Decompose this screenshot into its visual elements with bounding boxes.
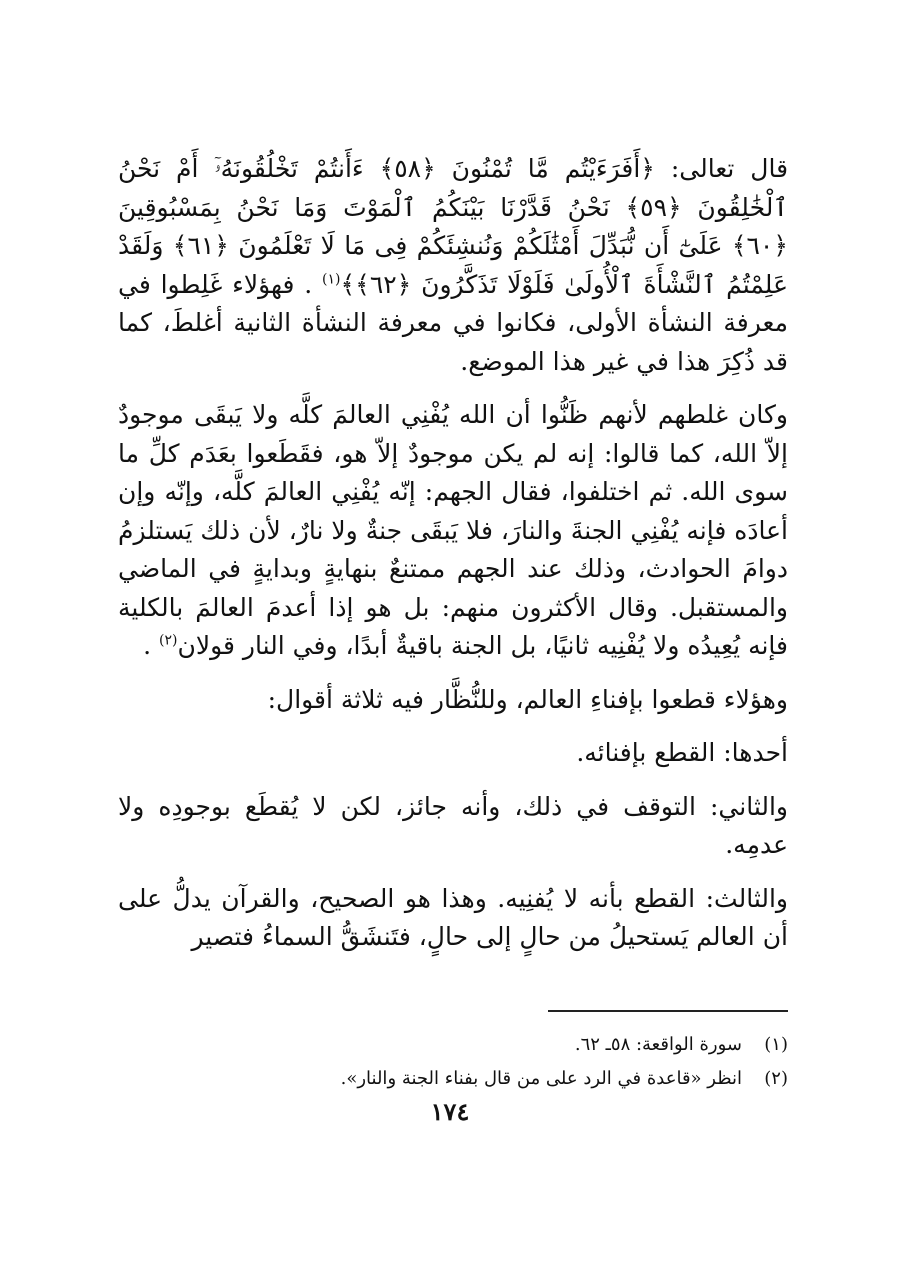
footnote-1-text: سورة الواقعة: ٥٨ـ ٦٢. [574,1034,742,1055]
paragraph-2 [118,396,788,666]
paragraph-3: وهؤلاء قطعوا بإفناءِ العالم، وللنُّظَّار فيه ثلاثة أقوال: [267,684,788,714]
footnote-2-number: (٢) [764,1068,788,1089]
footnotes [118,1028,788,1096]
footnote-1-number: (١) [764,1034,788,1055]
footnote-divider [548,1010,788,1012]
paragraph-1-lead: قال تعالى: [654,154,789,183]
paragraph-1-text: . فهؤلاء غَلِطوا في معرفة النشأة الأولى، فكانوا في معرفة النشأة الثانية أغلطَ، كما قد ذُكِرَ هذا في غير هذا الموضع. [118,269,788,376]
footnote-2-text: انظر «قاعدة في الرد على من قال بفناء الجنة والنار». [340,1068,742,1089]
footnote-ref-2[interactable]: (٢) [159,632,178,649]
page-number: ١٧٤ [430,1097,470,1126]
page-body [118,150,788,957]
footnote-ref-1[interactable]: (١) [322,271,341,288]
paragraph-5: والثاني: التوقف في ذلك، وأنه جائز، لكن لا يُقطَع بوجودِه ولا عدمِه. [118,791,788,859]
paragraph-6: والثالث: القطع بأنه لا يُفنِيه. وهذا هو الصحيح، والقرآن يدلُّ على أن العالم يَستحيلُ من حالٍ إلى حالٍ، فتَنشَقُّ السماءُ فتصير [118,883,788,951]
quran-verse: ﴿أَفَرَءَيْتُم مَّا تُمْنُونَ ﴿٥٨﴾ ءَأَنتُمْ تَخْلُقُونَهُۥٓ أَمْ نَحْنُ ٱلْخَٰلِقُونَ ﴿٥٩﴾ نَحْنُ قَدَّرْنَا بَيْنَكُمُ ٱلْمَوْتَ وَمَا نَحْنُ بِمَسْبُوقِينَ ﴿٦٠﴾ عَلَىٰٓ أَن نُّبَدِّلَ أَمْثَٰلَكُمْ وَنُنشِئَكُمْ فِى مَا لَا تَعْلَمُونَ ﴿٦١﴾ وَلَقَدْ عَلِمْتُمُ ٱلنَّشْأَةَ ٱلْأُولَىٰ فَلَوْلَا تَذَكَّرُونَ ﴿٦٢﴾﴾ [118,154,788,299]
paragraph-1 [118,150,788,381]
paragraph-4: أحدها: القطع بإفنائه. [576,738,788,767]
footnote-1 [118,1028,788,1062]
footnote-2 [118,1062,788,1096]
paragraph-2-end: . [143,631,160,660]
paragraph-2-text: وكان غلطهم لأنهم ظَنُّوا أن الله يُفْنِي العالمَ كلَّه ولا يَبقَى موجودٌ إلاّ الله، كما قالوا: إنه لم يكن موجودٌ إلاّ هو، فقَطَعوا بعَدَم كلِّ ما سوى الله. ثم اختلفوا، فقال الجهم: إنّه يُفْنِي العالمَ كلَّه، وإنّه وإن أعادَه فإنه يُفْنِي الجنةَ والنارَ، فلا يَبقَى جنةٌ ولا نارٌ، لأن ذلك يَستلزمُ دوامَ الحوادث، وذلك عند الجهم ممتنعٌ بنهايةٍ وبدايةٍ في الماضي والمستقبل. وقال الأكثرون منهم: بل هو إذا أعدمَ العالمَ بالكلية فإنه يُعِيدُه ولا يُفْنِيه ثانيًا، بل الجنة باقيةٌ أبدًا، وفي النار قولان [118,400,788,660]
